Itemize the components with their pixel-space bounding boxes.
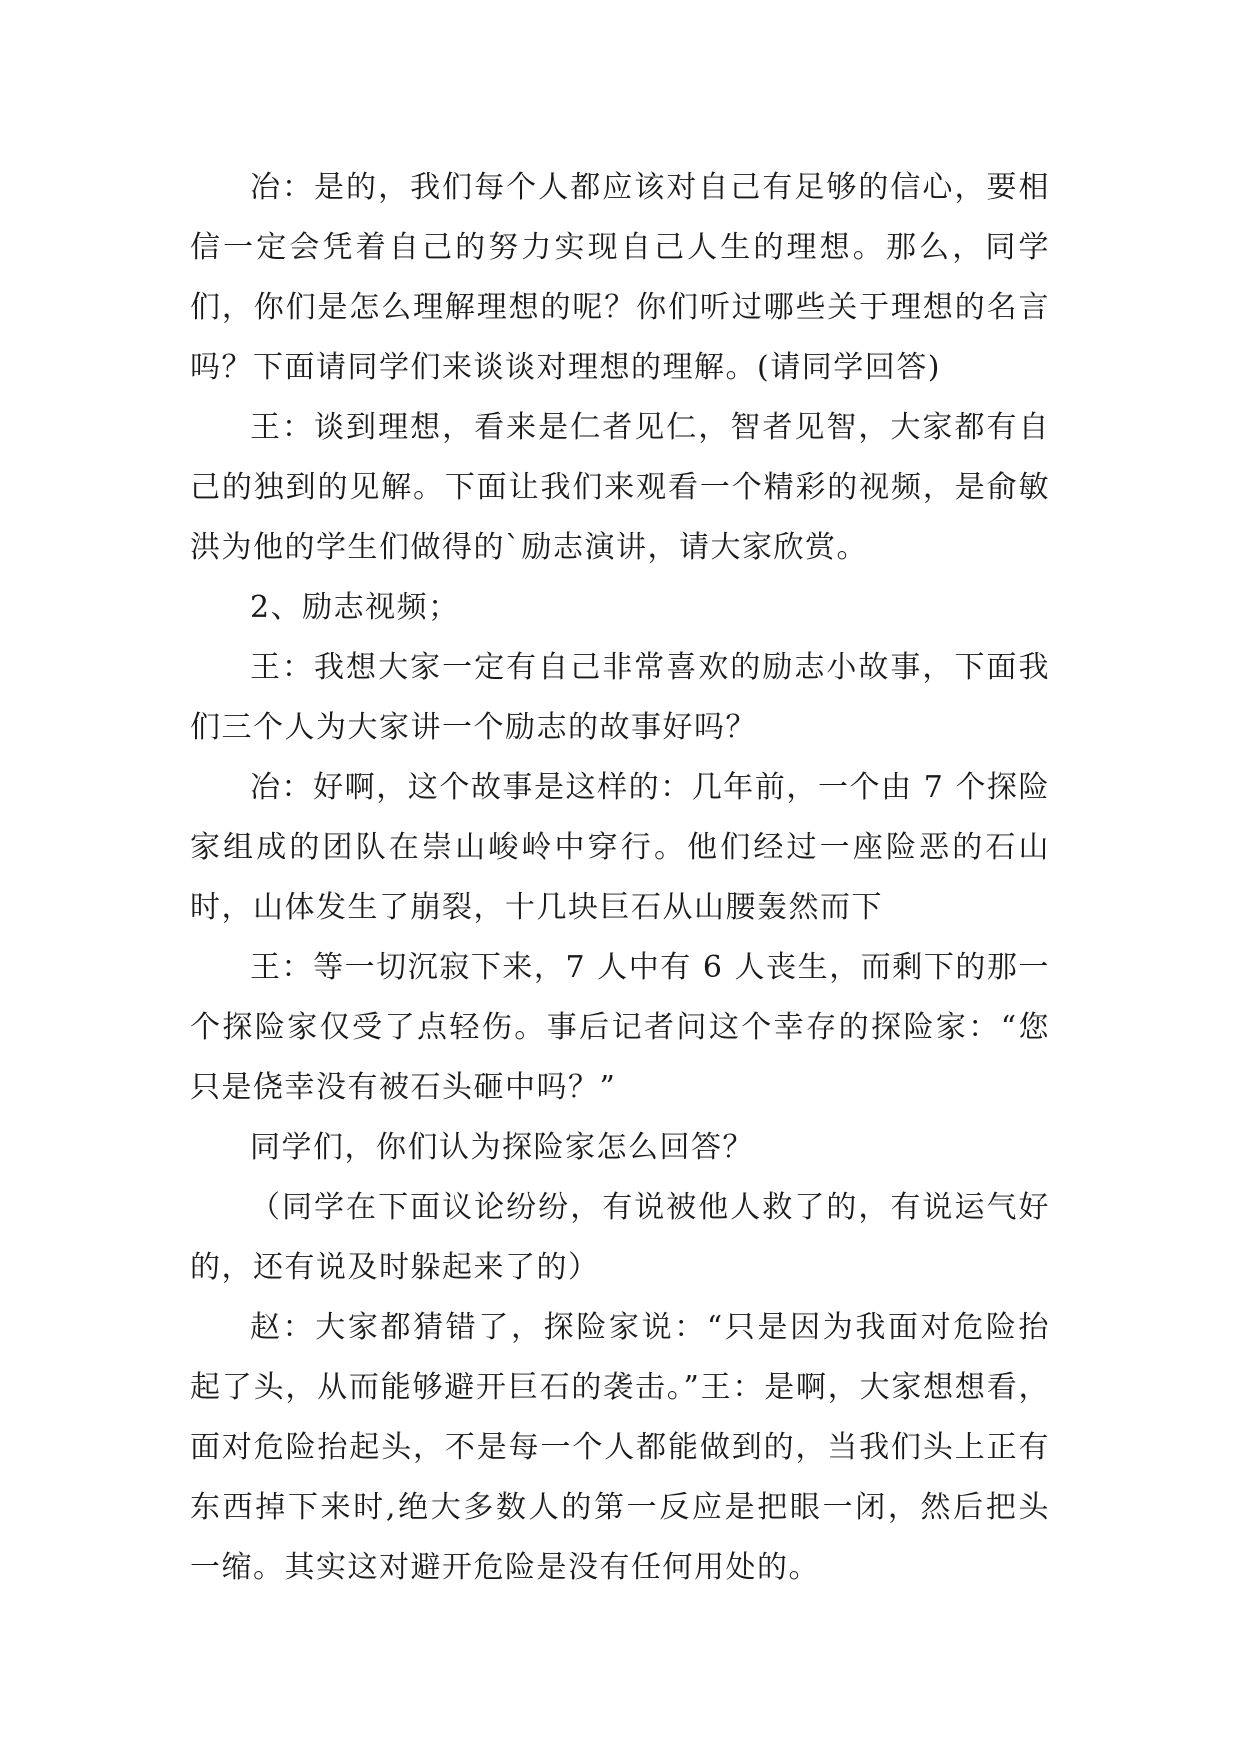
paragraph-9: 赵：大家都猜错了，探险家说：“只是因为我面对危险抬起了头，从而能够避开巨石的袭击。”王：是啊，大家想想看，面对危险抬起头，不是每一个人都能做到的，当我们头上正有东西掉下来时,绝大多数人的第一反应是把眼一闭，然后把头一缩。其实这对避开危险是没有任何用处的。: [190, 1310, 1050, 1585]
document-body: [190, 158, 1050, 1598]
paragraph-5: 冶：好啊，这个故事是这样的：几年前，一个由 7 个探险家组成的团队在崇山峻岭中穿行。他们经过一座险恶的石山时，山体发生了崩裂，十几块巨石从山腰轰然而下: [190, 770, 1050, 925]
paragraph-1: 冶：是的，我们每个人都应该对自己有足够的信心，要相信一定会凭着自己的努力实现自己人生的理想。那么，同学们，你们是怎么理解理想的呢？你们听过哪些关于理想的名言吗？下面请同学们来谈谈对理想的理解。(请同学回答): [190, 170, 1050, 385]
paragraph-6: 王：等一切沉寂下来，7 人中有 6 人丧生，而剩下的那一个探险家仅受了点轻伤。事后记者问这个幸存的探险家：“您只是侥幸没有被石头砸中吗？”: [190, 950, 1050, 1105]
paragraph-8: （同学在下面议论纷纷，有说被他人救了的，有说运气好的，还有说及时躲起来了的）: [190, 1190, 1050, 1285]
paragraph-7: 同学们，你们认为探险家怎么回答？: [250, 1130, 754, 1165]
paragraph-3: 2、励志视频；: [250, 590, 460, 625]
paragraph-4: 王：我想大家一定有自己非常喜欢的励志小故事，下面我们三个人为大家讲一个励志的故事好吗？: [190, 650, 1050, 745]
paragraph-2: 王：谈到理想，看来是仁者见仁，智者见智，大家都有自己的独到的见解。下面让我们来观看一个精彩的视频，是俞敏洪为他的学生们做得的`励志演讲，请大家欣赏。: [190, 410, 1050, 565]
